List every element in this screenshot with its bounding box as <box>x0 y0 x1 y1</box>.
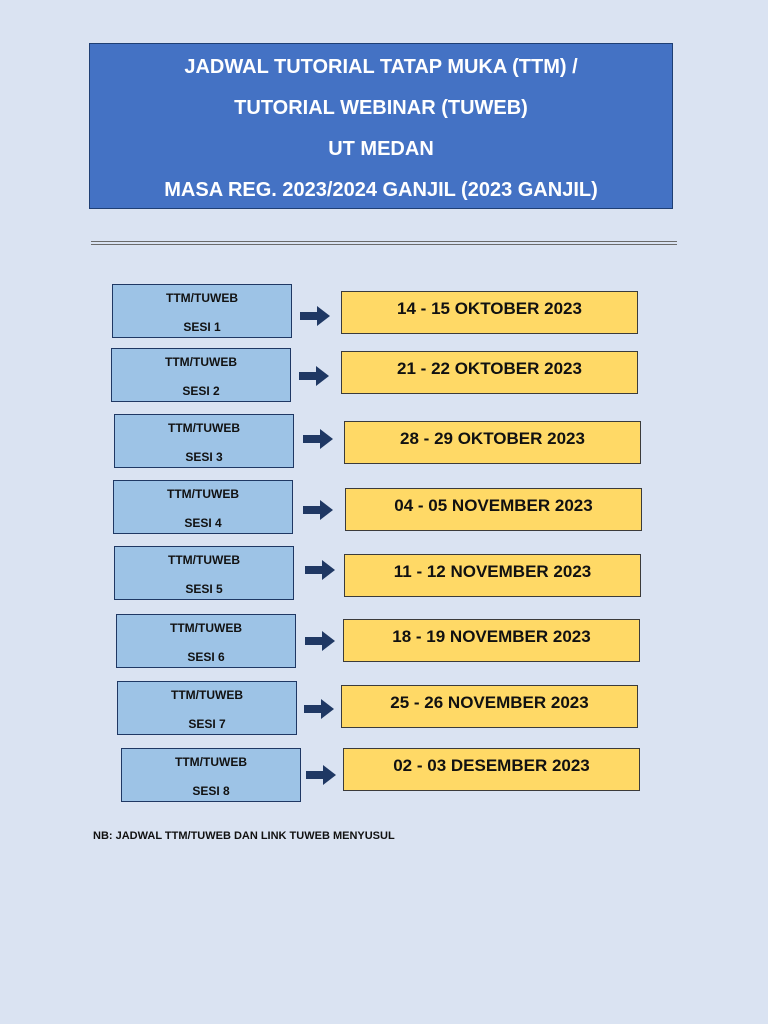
date-box-6 <box>343 619 640 662</box>
date-text: 25 - 26 NOVEMBER 2023 <box>390 693 589 712</box>
right-arrow-icon <box>299 366 329 386</box>
session-number: SESI 4 <box>184 516 222 530</box>
session-label: TTM/TUWEB <box>168 553 240 567</box>
date-text: 14 - 15 OKTOBER 2023 <box>397 299 582 318</box>
session-label: TTM/TUWEB <box>167 487 239 501</box>
right-arrow-icon <box>303 429 333 449</box>
date-text: 02 - 03 DESEMBER 2023 <box>393 756 590 775</box>
session-number: SESI 3 <box>185 450 223 464</box>
date-text: 21 - 22 OKTOBER 2023 <box>397 359 582 378</box>
session-box-6 <box>116 614 296 668</box>
session-number: SESI 1 <box>183 320 221 334</box>
session-number: SESI 5 <box>185 582 223 596</box>
title-box <box>89 43 673 209</box>
session-label: TTM/TUWEB <box>175 755 247 769</box>
date-box-3 <box>344 421 641 464</box>
session-box-4 <box>113 480 293 534</box>
session-label: TTM/TUWEB <box>171 688 243 702</box>
date-box-8 <box>343 748 640 791</box>
right-arrow-icon <box>303 500 333 520</box>
session-box-2 <box>111 348 291 402</box>
title-line-1: JADWAL TUTORIAL TATAP MUKA (TTM) / <box>184 56 578 78</box>
session-label: TTM/TUWEB <box>170 621 242 635</box>
title-line-4: MASA REG. 2023/2024 GANJIL (2023 GANJIL) <box>164 179 598 201</box>
session-number: SESI 7 <box>188 717 226 731</box>
date-box-1 <box>341 291 638 334</box>
right-arrow-icon <box>300 306 330 326</box>
date-box-7 <box>341 685 638 728</box>
right-arrow-icon <box>305 560 335 580</box>
footnote: NB: JADWAL TTM/TUWEB DAN LINK TUWEB MENYUSUL <box>93 830 395 842</box>
title-line-2: TUTORIAL WEBINAR (TUWEB) <box>234 97 528 119</box>
session-box-8 <box>121 748 301 802</box>
date-box-4 <box>345 488 642 531</box>
session-box-7 <box>117 681 297 735</box>
date-box-2 <box>341 351 638 394</box>
session-number: SESI 2 <box>182 384 220 398</box>
session-label: TTM/TUWEB <box>166 291 238 305</box>
date-text: 28 - 29 OKTOBER 2023 <box>400 429 585 448</box>
right-arrow-icon <box>304 699 334 719</box>
date-text: 04 - 05 NOVEMBER 2023 <box>394 496 593 515</box>
session-label: TTM/TUWEB <box>168 421 240 435</box>
session-box-1 <box>112 284 292 338</box>
date-text: 11 - 12 NOVEMBER 2023 <box>393 562 592 581</box>
right-arrow-icon <box>306 765 336 785</box>
right-arrow-icon <box>305 631 335 651</box>
session-box-3 <box>114 414 294 468</box>
date-box-5 <box>344 554 641 597</box>
session-number: SESI 8 <box>192 784 230 798</box>
date-text: 18 - 19 NOVEMBER 2023 <box>392 627 591 646</box>
session-label: TTM/TUWEB <box>165 355 237 369</box>
divider <box>91 241 677 245</box>
title-line-3: UT MEDAN <box>328 138 434 160</box>
session-box-5 <box>114 546 294 600</box>
session-number: SESI 6 <box>187 650 225 664</box>
